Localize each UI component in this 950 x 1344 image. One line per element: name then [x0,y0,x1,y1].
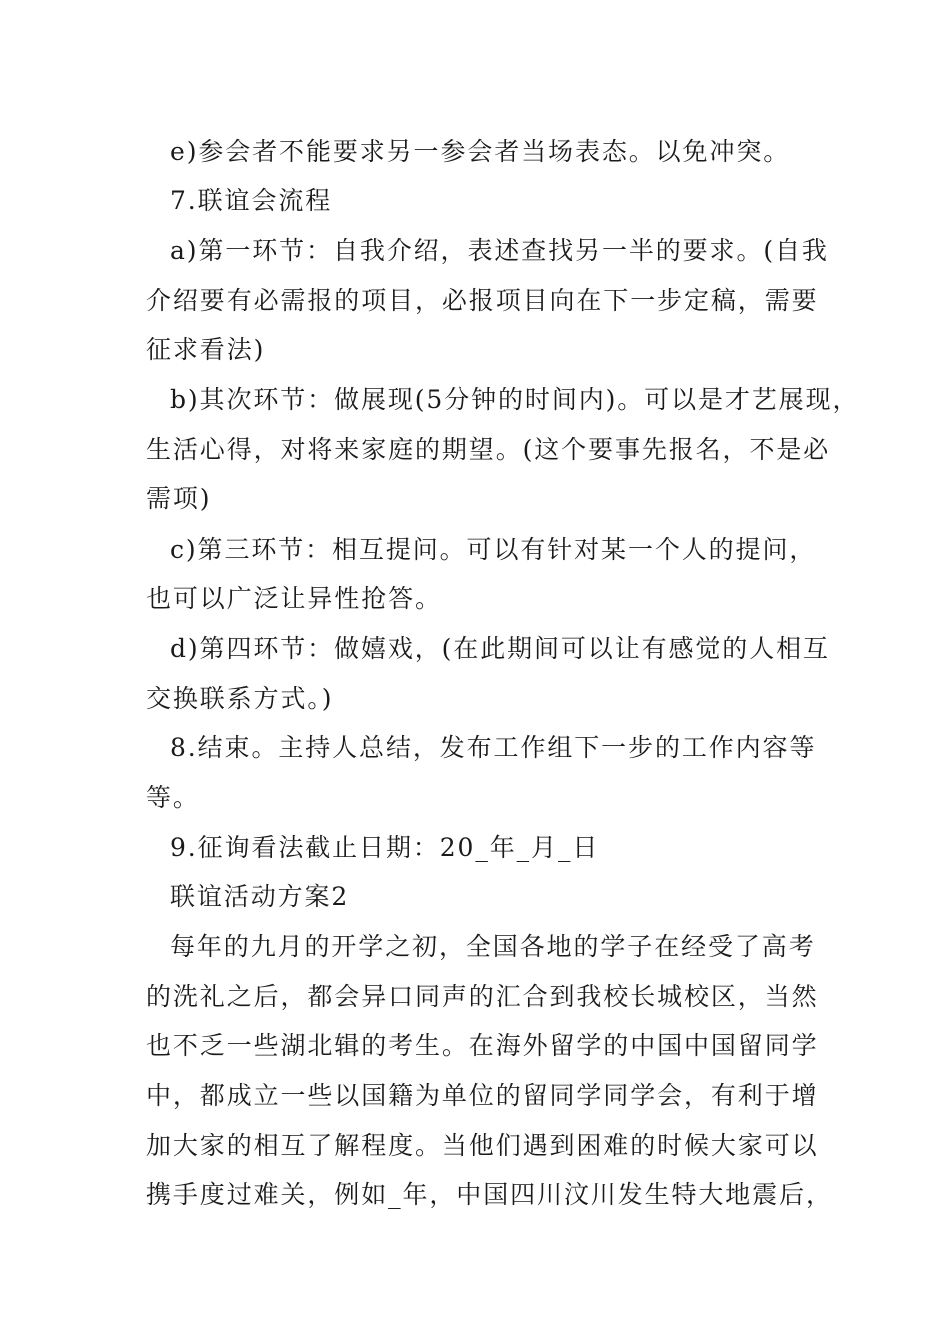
text-line: 的洗礼之后，都会异口同声的汇合到我校长城校区，当然 [146,982,819,1011]
text-line: 中，都成立一些以国籍为单位的留同学同学会，有利于增 [146,1081,819,1110]
text-line: 携手度过难关，例如_年，中国四川汶川发生特大地震后， [146,1180,833,1209]
text-line: e)参会者不能要求另一参会者当场表态。以免冲突。 [170,137,791,166]
text-line: 也可以广泛让异性抢答。 [146,584,442,613]
text-line: d)第四环节：做嬉戏，(在此期间可以让有感觉的人相互 [170,634,830,663]
text-line: 等。 [146,783,200,812]
text-line: 需项) [146,484,212,513]
section-heading: 7.联谊会流程 [170,186,333,215]
text-line: 生活心得，对将来家庭的期望。(这个要事先报名，不是必 [146,435,831,464]
text-line: a)第一环节：自我介绍，表述查找另一半的要求。(自我 [170,236,829,265]
text-line: 9.征询看法截止日期：20_年_月_日 [170,833,600,862]
text-line: 征求看法) [146,335,266,364]
text-line: 交换联系方式。) [146,684,334,713]
text-line: 加大家的相互了解程度。当他们遇到困难的时候大家可以 [146,1131,819,1160]
text-line: c)第三环节：相互提问。可以有针对某一个人的提问， [170,535,817,564]
text-line: 8.结束。主持人总结，发布工作组下一步的工作内容等 [170,733,817,762]
text-line: 介绍要有必需报的项目，必报项目向在下一步定稿，需要 [146,286,819,315]
section-heading: 联谊活动方案2 [170,882,350,911]
text-line: b)其次环节：做展现(5分钟的时间内)。可以是才艺展现， [170,385,860,414]
text-line: 每年的九月的开学之初，全国各地的学子在经受了高考 [170,932,816,961]
text-line: 也不乏一些湖北辑的考生。在海外留学的中国中国留同学 [146,1031,819,1060]
